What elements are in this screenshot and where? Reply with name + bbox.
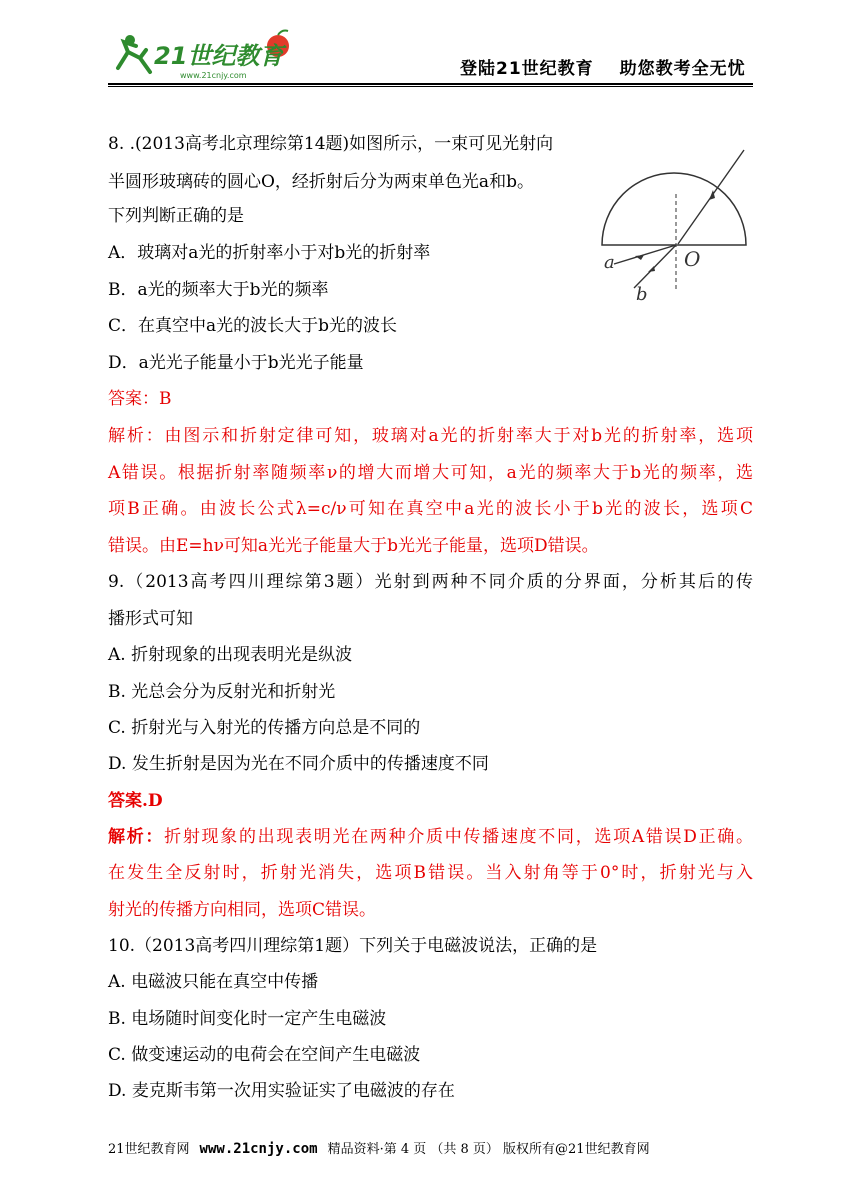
q8-stem-line2: 半圆形玻璃砖的圆心O，经折射后分为两束单色光a和b。 <box>108 172 534 192</box>
footer-site-link[interactable]: www.21cnjy.com <box>199 1141 318 1157</box>
q8-option-a: A．玻璃对a光的折射率小于对b光的折射率 <box>108 243 431 263</box>
q9-explanation-label: 解析： <box>108 827 165 847</box>
q9-stem-line2: 播形式可知 <box>108 609 193 629</box>
q8-option-d: D．a光光子能量小于b光光子能量 <box>108 353 364 373</box>
refraction-figure <box>598 142 750 302</box>
page-header <box>0 0 860 100</box>
q10-option-a: A. 电磁波只能在真空中传播 <box>108 972 319 992</box>
header-slogan <box>460 54 746 79</box>
footer-brand: 21世纪教育网 <box>108 1142 190 1157</box>
label-a: a <box>604 252 615 273</box>
q9-option-a: A. 折射现象的出现表明光是纵波 <box>108 645 353 665</box>
q8-answer: 答案：B <box>108 389 172 409</box>
q9-explanation-line3: 射光的传播方向相同，选项C错误。 <box>108 900 377 920</box>
slogan-help: 助您教考全无忧 <box>619 59 746 79</box>
q10-option-b: B. 电场随时间变化时一定产生电磁波 <box>108 1009 387 1029</box>
q10-option-c: C. 做变速运动的电荷会在空间产生电磁波 <box>108 1045 421 1065</box>
label-o: O <box>684 247 701 271</box>
q8-stem-line1: 8. .(2013高考北京理综第14题)如图所示，一束可见光射向 <box>108 134 554 154</box>
logo-icon <box>110 28 310 84</box>
label-b: b <box>636 284 648 302</box>
page-footer <box>108 1138 650 1157</box>
q9-option-b: B. 光总会分为反射光和折射光 <box>108 682 336 702</box>
q8-stem-line3: 下列判断正确的是 <box>108 206 244 226</box>
q10-option-d: D. 麦克斯韦第一次用实验证实了电磁波的存在 <box>108 1081 455 1101</box>
q9-explanation-text1: 折射现象的出现表明光在两种介质中传播速度不同，选项A错误D正确。 <box>164 827 754 847</box>
q8-explanation-line3: 项B正确。由波长公式λ=c/ν可知在真空中a光的波长小于b光的波长，选项C <box>108 499 753 519</box>
header-rule <box>108 83 753 85</box>
q8-explanation-line4: 错误。由E=hν可知a光光子能量大于b光光子能量，选项D错误。 <box>108 536 599 556</box>
svg-text:21世纪教育: 21世纪教育 <box>154 42 284 70</box>
footer-page-info: 精品资料·第 4 页 （共 8 页） 版权所有@21世纪教育网 <box>327 1142 650 1157</box>
q9-explanation-line2: 在发生全反射时，折射光消失，选项B错误。当入射角等于0°时，折射光与入 <box>108 863 753 883</box>
semicircle-glass <box>602 173 746 245</box>
q8-explanation-line2: A错误。根据折射率随频率ν的增大而增大可知，a光的频率大于b光的频率，选 <box>108 463 753 483</box>
q9-option-c: C. 折射光与入射光的传播方向总是不同的 <box>108 718 421 738</box>
q10-stem: 10.（2013高考四川理综第1题）下列关于电磁波说法，正确的是 <box>108 936 598 956</box>
slogan-login: 登陆21世纪教育 <box>460 59 594 79</box>
q9-stem-line1: 9.（2013高考四川理综第3题）光射到两种不同介质的分界面，分析其后的传 <box>108 572 753 592</box>
q9-option-d: D. 发生折射是因为光在不同介质中的传播速度不同 <box>108 754 489 774</box>
svg-text:www.21cnjy.com: www.21cnjy.com <box>180 71 247 80</box>
q8-explanation-line1: 解析：由图示和折射定律可知，玻璃对a光的折射率大于对b光的折射率，选项 <box>108 426 753 446</box>
q8-option-c: C．在真空中a光的波长大于b光的波长 <box>108 316 398 336</box>
q9-answer: 答案.D <box>108 791 163 811</box>
q9-explanation-line1 <box>108 827 753 847</box>
q8-option-b: B．a光的频率大于b光的频率 <box>108 280 329 300</box>
header-rule-thin <box>108 86 753 87</box>
